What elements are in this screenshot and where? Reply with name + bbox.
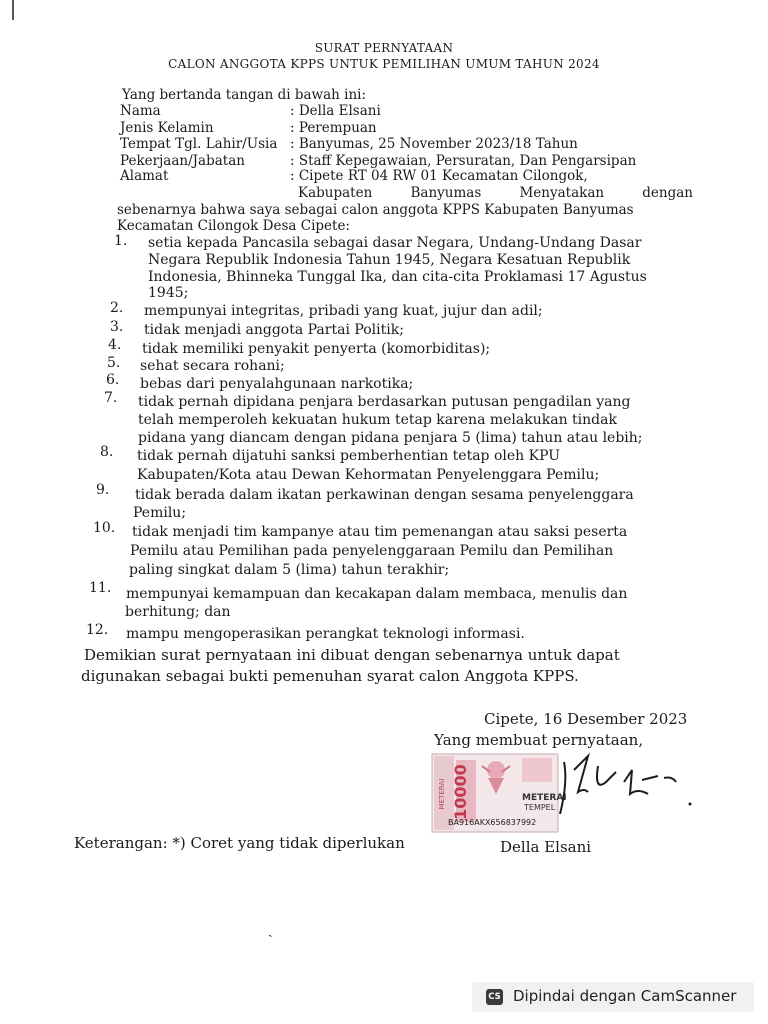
list-item-line: bebas dari penyalahgunaan narkotika; xyxy=(140,376,414,392)
field-value-nama: : Della Elsani xyxy=(290,103,381,119)
list-item-line: Pemilu; xyxy=(133,505,187,521)
list-item-line: tidak menjadi tim kampanye atau tim pemenangan atau saksi peserta xyxy=(132,524,628,540)
list-item-line: tidak menjadi anggota Partai Politik; xyxy=(144,322,404,338)
list-item-number: 3. xyxy=(110,319,124,335)
statement-line-2: Kecamatan Cilongok Desa Cipete: xyxy=(117,218,350,234)
camscanner-logo-icon: CS xyxy=(486,989,503,1005)
stamp-signature-area xyxy=(428,752,698,834)
list-item-line: paling singkat dalam 5 (lima) tahun terakhir; xyxy=(129,562,450,578)
signer-name: Della Elsani xyxy=(500,838,592,856)
svg-text:METERAI: METERAI xyxy=(438,778,446,810)
list-item-line: berhitung; dan xyxy=(125,604,231,620)
list-item-number: 11. xyxy=(89,580,112,596)
svg-text:10000: 10000 xyxy=(451,764,470,820)
list-item-number: 2. xyxy=(110,300,124,316)
closing-line-2: digunakan sebagai bukti pemenuhan syarat calon Anggota KPPS. xyxy=(81,667,579,685)
field-value-alamat: : Cipete RT 04 RW 01 Kecamatan Cilongok, xyxy=(290,168,588,184)
document-subtitle: CALON ANGGOTA KPPS UNTUK PEMILIHAN UMUM TAHUN 2024 xyxy=(168,57,600,71)
list-item-line: telah memperoleh kekuatan hukum tetap karena melakukan tindak xyxy=(138,412,617,428)
intro-text: Yang bertanda tangan di bawah ini: xyxy=(122,87,367,103)
field-label-alamat: Alamat xyxy=(120,168,169,184)
list-item-number: 12. xyxy=(86,622,109,638)
list-item-number: 5. xyxy=(107,355,121,371)
field-label-tempat-tgl-lahir: Tempat Tgl. Lahir/Usia xyxy=(120,136,278,152)
list-item-line: Kabupaten/Kota atau Dewan Kehormatan Penyelenggara Pemilu; xyxy=(137,467,600,483)
field-label-jenis-kelamin: Jenis Kelamin xyxy=(120,120,214,136)
list-item-line: mempunyai kemampuan dan kecakapan dalam membaca, menulis dan xyxy=(126,586,628,602)
list-item-line: mampu mengoperasikan perangkat teknologi informasi. xyxy=(126,626,525,642)
list-item-line: tidak berada dalam ikatan perkawinan dengan sesama penyelenggara xyxy=(135,487,634,503)
list-item-line: tidak pernah dipidana penjara berdasarkan putusan pengadilan yang xyxy=(138,394,631,410)
meterai-stamp-icon xyxy=(428,752,698,834)
list-item-line: pidana yang diancam dengan pidana penjara 5 (lima) tahun atau lebih; xyxy=(138,430,643,446)
list-item-line: Negara Republik Indonesia Tahun 1945, Negara Kesatuan Republik xyxy=(148,252,631,268)
statement-line-1: sebenarnya bahwa saya sebagai calon anggota KPPS Kabupaten Banyumas xyxy=(117,202,634,218)
list-item-number: 8. xyxy=(100,444,114,460)
field-value-tempat-tgl-lahir: : Banyumas, 25 November 2023/18 Tahun xyxy=(290,136,578,152)
list-item-number: 7. xyxy=(104,390,118,406)
list-item-number: 10. xyxy=(93,520,116,536)
list-item-line: tidak memiliki penyakit penyerta (komorbiditas); xyxy=(142,341,491,357)
list-item-number: 1. xyxy=(114,233,128,249)
field-value-jenis-kelamin: : Perempuan xyxy=(290,120,377,136)
document-title: SURAT PERNYATAAN xyxy=(314,41,454,55)
field-value-pekerjaan: : Staff Kepegawaian, Persuratan, Dan Pengarsipan xyxy=(290,153,637,169)
address-continuation: Kabupaten Banyumas Menyatakan dengan xyxy=(298,185,693,201)
list-item-line: 1945; xyxy=(148,285,189,301)
camscanner-text: Dipindai dengan CamScanner xyxy=(513,987,737,1005)
svg-text:METERAI: METERAI xyxy=(522,793,567,803)
list-item-line: Pemilu atau Pemilihan pada penyelenggaraan Pemilu dan Pemilihan xyxy=(130,543,614,559)
list-item-line: setia kepada Pancasila sebagai dasar Negara, Undang-Undang Dasar xyxy=(148,235,642,251)
field-label-nama: Nama xyxy=(120,103,161,119)
list-item-line: Indonesia, Bhinneka Tunggal Ika, dan cita-cita Proklamasi 17 Agustus xyxy=(148,269,647,285)
field-label-pekerjaan: Pekerjaan/Jabatan xyxy=(120,153,245,169)
scan-edge-mark xyxy=(12,0,14,20)
svg-text:BA916AKX656837992: BA916AKX656837992 xyxy=(448,818,537,827)
stray-mark: ˏ xyxy=(268,922,273,938)
list-item-number: 4. xyxy=(108,337,122,353)
list-item-line: sehat secara rohani; xyxy=(140,358,285,374)
svg-text:TEMPEL: TEMPEL xyxy=(524,803,556,812)
list-item-number: 9. xyxy=(96,482,110,498)
list-item-line: tidak pernah dijatuhi sanksi pemberhentian tetap oleh KPU xyxy=(137,448,561,464)
signer-label: Yang membuat pernyataan, xyxy=(434,731,644,749)
closing-line-1: Demikian surat pernyataan ini dibuat dengan sebenarnya untuk dapat xyxy=(84,646,620,664)
camscanner-badge xyxy=(472,982,754,1012)
list-item-line: mempunyai integritas, pribadi yang kuat, jujur dan adil; xyxy=(144,303,543,319)
note-text: Keterangan: *) Coret yang tidak diperlukan xyxy=(74,834,405,852)
list-item-number: 6. xyxy=(106,372,120,388)
place-date: Cipete, 16 Desember 2023 xyxy=(484,710,688,728)
